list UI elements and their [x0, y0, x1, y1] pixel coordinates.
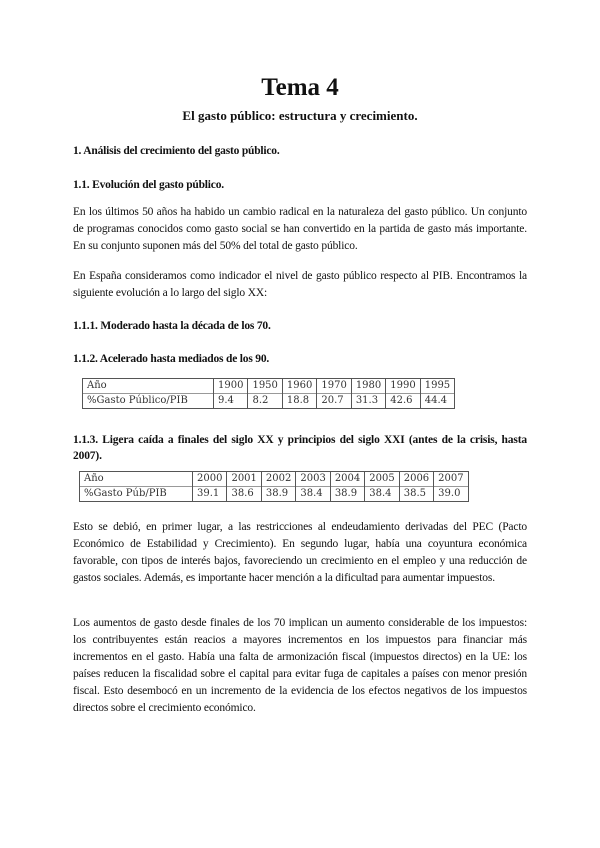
table-row — [80, 472, 469, 487]
section-heading-1-1-1: 1.1.1. Moderado hasta la década de los 70. — [73, 320, 271, 332]
table-cell: 2003 — [296, 472, 330, 487]
table-cell: 9.4 — [214, 394, 248, 409]
table-cell: 1960 — [282, 379, 316, 394]
table-row-label: Año — [83, 379, 214, 394]
table-cell: 2007 — [434, 472, 468, 487]
table-cell: 1980 — [351, 379, 385, 394]
paragraph-espana-pib: En España consideramos como indicador el nivel de gasto público respecto al PIB. Encontramos la siguiente evolución a lo largo del siglo XX: — [73, 270, 527, 299]
table-cell: 20.7 — [317, 394, 351, 409]
table-cell: 2000 — [193, 472, 227, 487]
table-cell: 1900 — [214, 379, 248, 394]
table-cell: 38.4 — [365, 487, 399, 502]
table-gasto-siglo-xxi — [79, 471, 469, 502]
table-cell: 2005 — [365, 472, 399, 487]
table-row-label: %Gasto Público/PIB — [83, 394, 214, 409]
table-cell: 1990 — [386, 379, 420, 394]
table-cell: 1950 — [248, 379, 282, 394]
table-cell: 31.3 — [351, 394, 385, 409]
table-cell: 39.0 — [434, 487, 468, 502]
table-row-label: Año — [80, 472, 193, 487]
table-cell: 38.4 — [296, 487, 330, 502]
table-cell: 38.6 — [227, 487, 261, 502]
paragraph-pec-causes: Esto se debió, en primer lugar, a las restricciones al endeudamiento derivadas del PEC (Pacto Económico de Estabilidad y Crecimiento). En segundo lugar, había una coyuntura económica favorable, con tipos de interés bajos, favoreciendo un crecimiento en el empleo y una reducción de gastos sociales. Además, es importante hacer mención a la dificultad para aumentar impuestos. — [73, 521, 527, 584]
table-cell: 2001 — [227, 472, 261, 487]
table-row-label: %Gasto Púb/PIB — [80, 487, 193, 502]
paragraph-gasto-social: En los últimos 50 años ha habido un cambio radical en la naturaleza del gasto público. Un conjunto de programas conocidos como gasto social se han convertido en la partida de gasto más importante. En su conjunto suponen más del 50% del total de gasto público. — [73, 206, 527, 252]
page-title: Tema 4 — [261, 74, 339, 101]
page-subtitle: El gasto público: estructura y crecimiento. — [182, 108, 418, 123]
table-cell: 42.6 — [386, 394, 420, 409]
table-cell: 2004 — [330, 472, 364, 487]
table-cell: 18.8 — [282, 394, 316, 409]
table-cell: 39.1 — [193, 487, 227, 502]
table-cell: 1970 — [317, 379, 351, 394]
table-cell: 38.5 — [399, 487, 433, 502]
table-cell: 44.4 — [420, 394, 454, 409]
table-cell: 38.9 — [330, 487, 364, 502]
table-row — [83, 394, 455, 409]
table-row — [83, 379, 455, 394]
section-heading-1-1: 1.1. Evolución del gasto público. — [73, 179, 224, 191]
table-cell: 38.9 — [261, 487, 295, 502]
section-heading-1-1-2: 1.1.2. Acelerado hasta mediados de los 90. — [73, 353, 270, 365]
table-cell: 2002 — [261, 472, 295, 487]
section-heading-1-1-3: 1.1.3. Ligera caída a finales del siglo XX y principios del siglo XXI (antes de la crisis, hasta 2007). — [73, 434, 527, 462]
table-cell: 1995 — [420, 379, 454, 394]
paragraph-impuestos: Los aumentos de gasto desde finales de los 70 implican un aumento considerable de los impuestos: los contribuyentes están reacios a mayores incrementos en los impuestos para financiar más incrementos en el gasto. Había una falta de armonización fiscal (impuestos directos) en la UE: los países reducen la fiscalidad sobre el capital para evitar fuga de capitales a países con menor presión fiscal. Esto desembocó en un incremento de la evidencia de los efectos negativos de los impuestos directos sobre el crecimiento económico. — [73, 617, 527, 714]
table-cell: 8.2 — [248, 394, 282, 409]
table-gasto-siglo-xx — [82, 378, 455, 409]
table-cell: 2006 — [399, 472, 433, 487]
section-heading-1: 1. Análisis del crecimiento del gasto público. — [73, 145, 280, 157]
table-row — [80, 487, 469, 502]
